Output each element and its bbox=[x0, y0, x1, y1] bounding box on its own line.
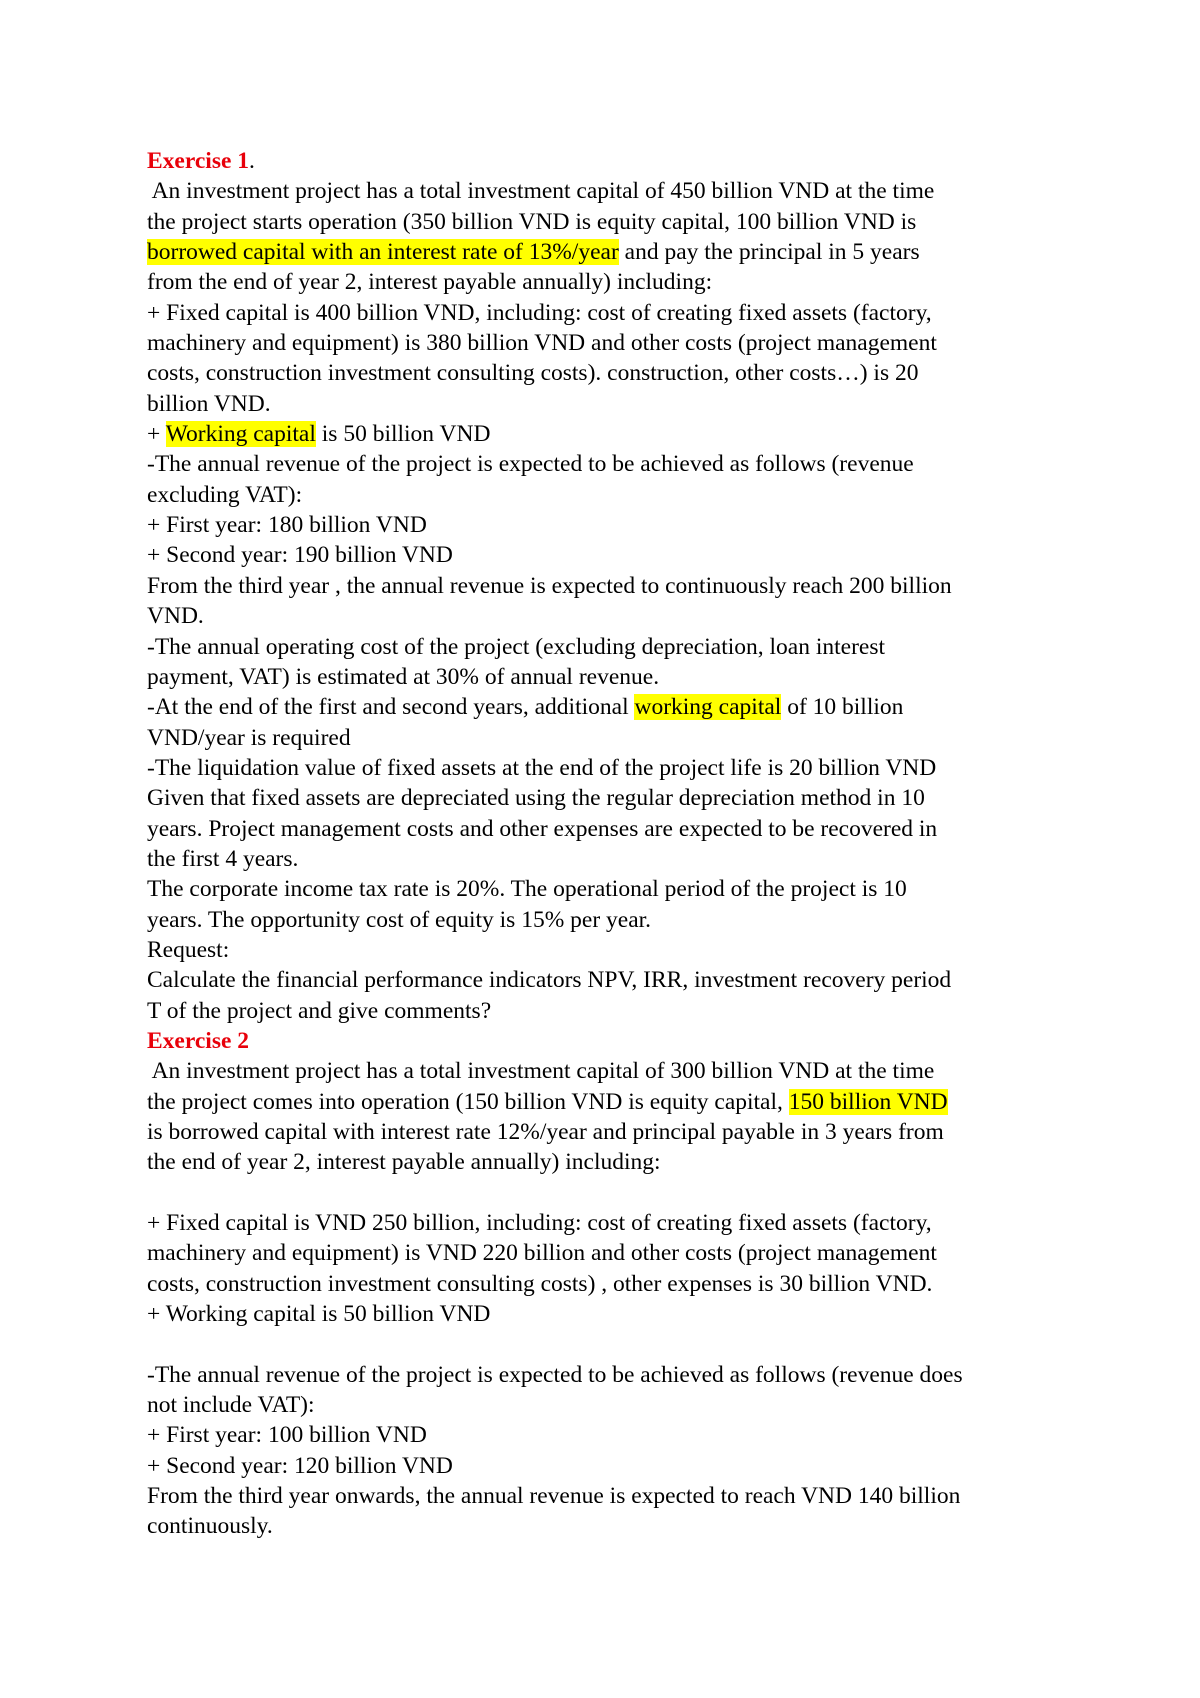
text-line bbox=[147, 601, 1067, 631]
text-line bbox=[147, 1147, 1067, 1177]
text-line bbox=[147, 753, 1067, 783]
text-segment: -At the end of the first and second years, additional bbox=[147, 694, 635, 721]
text-line bbox=[147, 874, 1067, 904]
highlighted-text: 150 billion VND bbox=[788, 1088, 948, 1115]
exercise-heading-suffix: . bbox=[249, 148, 255, 174]
text-segment: Calculate the financial performance indicators NPV, IRR, investment recovery period bbox=[147, 967, 952, 994]
text-segment: the project starts operation (350 billion VND is equity capital, 100 billion VND is bbox=[147, 208, 917, 235]
text-line bbox=[147, 1420, 1067, 1450]
text-segment: costs, construction investment consulting costs). construction, other costs…) is 20 bbox=[147, 360, 919, 387]
text-line bbox=[147, 1481, 1067, 1511]
text-segment: -The annual operating cost of the project (excluding depreciation, loan interest bbox=[147, 633, 886, 660]
text-segment: + Second year: 190 billion VND bbox=[147, 542, 453, 569]
text-line bbox=[147, 1269, 1067, 1299]
text-line bbox=[147, 662, 1067, 692]
text-line bbox=[147, 935, 1067, 965]
exercise-heading-line bbox=[147, 1026, 1067, 1056]
text-segment: of 10 billion bbox=[781, 694, 904, 721]
text-line bbox=[147, 844, 1067, 874]
text-line bbox=[147, 1056, 1067, 1086]
text-line bbox=[147, 723, 1067, 753]
text-segment: billion VND. bbox=[147, 390, 271, 417]
text-segment: the project comes into operation (150 billion VND is equity capital, bbox=[147, 1088, 789, 1115]
text-segment: + Fixed capital is VND 250 billion, including: cost of creating fixed assets (factory, bbox=[147, 1210, 932, 1237]
text-line bbox=[147, 510, 1067, 540]
text-segment: years. Project management costs and other expenses are expected to be recovered in bbox=[147, 815, 938, 842]
highlighted-text: borrowed capital with an interest rate of 13%/year bbox=[147, 239, 619, 266]
text-segment: VND/year is required bbox=[147, 724, 351, 751]
text-line bbox=[147, 783, 1067, 813]
text-line bbox=[147, 814, 1067, 844]
text-segment: Given that fixed assets are depreciated using the regular depreciation method in 10 bbox=[147, 785, 925, 812]
text-line bbox=[147, 996, 1067, 1026]
exercise-heading: Exercise 1 bbox=[147, 148, 250, 174]
text-segment: Request: bbox=[147, 936, 230, 963]
text-segment: + First year: 100 billion VND bbox=[147, 1422, 427, 1449]
exercise-heading: Exercise 2 bbox=[147, 1027, 250, 1054]
text-line bbox=[147, 692, 1067, 722]
text-line bbox=[147, 571, 1067, 601]
blank-line bbox=[147, 1329, 1067, 1359]
text-line bbox=[147, 328, 1067, 358]
document-page bbox=[147, 146, 1067, 1542]
text-line bbox=[147, 632, 1067, 662]
text-line bbox=[147, 480, 1067, 510]
text-segment: the first 4 years. bbox=[147, 845, 299, 872]
text-segment: + Working capital is 50 billion VND bbox=[147, 1301, 491, 1328]
text-segment: the end of year 2, interest payable annually) including: bbox=[147, 1149, 661, 1176]
text-segment: From the third year onwards, the annual revenue is expected to reach VND 140 billion bbox=[147, 1483, 961, 1510]
text-line bbox=[147, 1451, 1067, 1481]
text-segment: years. The opportunity cost of equity is 15% per year. bbox=[147, 906, 652, 933]
text-segment: VND. bbox=[147, 603, 204, 630]
blank-line bbox=[147, 1178, 1067, 1208]
text-line bbox=[147, 267, 1067, 297]
text-line bbox=[147, 905, 1067, 935]
text-segment: -The liquidation value of fixed assets at the end of the project life is 20 billion VND bbox=[147, 754, 937, 781]
text-segment: An investment project has a total investment capital of 300 billion VND at the time bbox=[147, 1058, 935, 1085]
text-segment: costs, construction investment consulting costs) , other expenses is 30 billion VND. bbox=[147, 1270, 933, 1297]
text-segment: + bbox=[147, 421, 166, 448]
text-line bbox=[147, 449, 1067, 479]
highlighted-text: Working capital bbox=[165, 421, 316, 448]
text-line bbox=[147, 419, 1067, 449]
text-line bbox=[147, 1238, 1067, 1268]
text-line bbox=[147, 1208, 1067, 1238]
text-line bbox=[147, 1087, 1067, 1117]
text-line bbox=[147, 1117, 1067, 1147]
text-segment: not include VAT): bbox=[147, 1392, 315, 1419]
text-line bbox=[147, 207, 1067, 237]
text-segment: -The annual revenue of the project is expected to be achieved as follows (revenue bbox=[147, 451, 914, 478]
text-segment: T of the project and give comments? bbox=[147, 997, 492, 1024]
text-segment: + Fixed capital is 400 billion VND, including: cost of creating fixed assets (factory, bbox=[147, 299, 932, 326]
text-line bbox=[147, 965, 1067, 995]
text-segment: machinery and equipment) is VND 220 billion and other costs (project management bbox=[147, 1240, 937, 1267]
highlighted-text: working capital bbox=[634, 694, 782, 721]
text-segment: is 50 billion VND bbox=[315, 421, 491, 448]
text-line bbox=[147, 237, 1067, 267]
text-line bbox=[147, 389, 1067, 419]
text-segment: from the end of year 2, interest payable annually) including: bbox=[147, 269, 713, 296]
exercise-heading-line bbox=[147, 146, 1067, 176]
text-segment: machinery and equipment) is 380 billion VND and other costs (project management bbox=[147, 330, 937, 357]
text-segment: + Second year: 120 billion VND bbox=[147, 1452, 453, 1479]
text-line bbox=[147, 298, 1067, 328]
text-segment: From the third year , the annual revenue is expected to continuously reach 200 billion bbox=[147, 572, 952, 599]
text-segment: + First year: 180 billion VND bbox=[147, 512, 427, 539]
text-segment: continuously. bbox=[147, 1513, 273, 1540]
text-segment: The corporate income tax rate is 20%. The operational period of the project is 10 bbox=[147, 876, 907, 903]
text-segment: payment, VAT) is estimated at 30% of annual revenue. bbox=[147, 663, 660, 690]
text-segment: An investment project has a total investment capital of 450 billion VND at the time bbox=[147, 178, 935, 205]
text-segment: and pay the principal in 5 years bbox=[618, 239, 920, 266]
text-line bbox=[147, 1390, 1067, 1420]
text-line bbox=[147, 358, 1067, 388]
text-line bbox=[147, 176, 1067, 206]
text-segment: is borrowed capital with interest rate 12%/year and principal payable in 3 years from bbox=[147, 1119, 944, 1145]
text-line bbox=[147, 1511, 1067, 1541]
text-segment: -The annual revenue of the project is expected to be achieved as follows (revenue does bbox=[147, 1361, 963, 1388]
text-segment: excluding VAT): bbox=[147, 481, 303, 508]
text-line bbox=[147, 1360, 1067, 1390]
text-line bbox=[147, 1299, 1067, 1329]
text-line bbox=[147, 540, 1067, 570]
